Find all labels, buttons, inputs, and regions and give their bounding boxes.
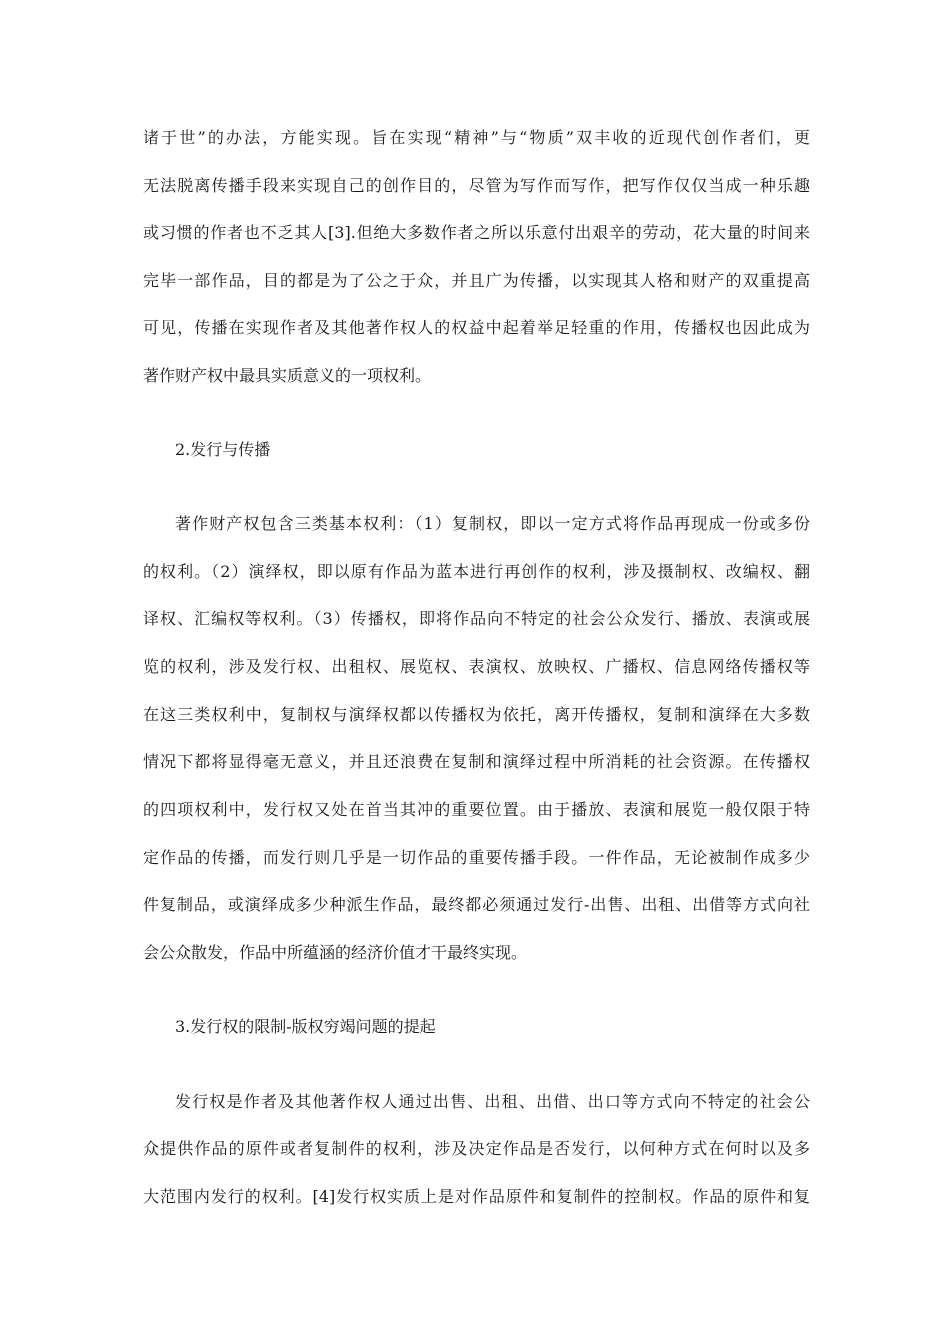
paragraph-2-line-9: 件复制品，或演绎成多少种派生作品，最终都必须通过发行-出售、出租、出借等方式向社 bbox=[143, 895, 810, 914]
paragraph-2-line-1: 著作财产权包含三类基本权利：（1）复制权，即以一定方式将作品再现成一份或多份 bbox=[175, 514, 810, 533]
section-heading-2: 2.发行与传播 bbox=[175, 440, 271, 459]
paragraph-1-line-4: 完毕一部作品，目的都是为了公之于众，并且广为传播，以实现其人格和财产的双重提高 bbox=[143, 271, 810, 290]
paragraph-1-line-5: 可见，传播在实现作者及其他著作权人的权益中起着举足轻重的作用，传播权也因此成为 bbox=[143, 318, 810, 337]
paragraph-3-line-1: 发行权是作者及其他著作权人通过出售、出租、出借、出口等方式向不特定的社会公 bbox=[175, 1092, 810, 1111]
section-heading-3: 3.发行权的限制-版权穷竭问题的提起 bbox=[175, 1017, 436, 1036]
paragraph-2-line-7: 的四项权利中，发行权又处在首当其冲的重要位置。由于播放、表演和展览一般仅限于特 bbox=[143, 800, 810, 819]
paragraph-2-line-8: 定作品的传播，而发行则几乎是一切作品的重要传播手段。一件作品，无论被制作成多少 bbox=[143, 848, 810, 867]
paragraph-1-line-3: 或习惯的作者也不乏其人[3].但绝大多数作者之所以乐意付出艰辛的劳动，花大量的时间来 bbox=[143, 223, 810, 242]
paragraph-2-line-3: 译权、汇编权等权利。（3）传播权，即将作品向不特定的社会公众发行、播放、表演或展 bbox=[143, 609, 810, 628]
paragraph-1-line-1: 诸于世”的办法，方能实现。旨在实现“精神”与“物质”双丰收的近现代创作者们，更 bbox=[143, 128, 810, 147]
paragraph-2-line-5: 在这三类权利中，复制权与演绎权都以传播权为依托，离开传播权，复制和演绎在大多数 bbox=[143, 705, 810, 724]
paragraph-3-line-2: 众提供作品的原件或者复制件的权利，涉及决定作品是否发行，以何种方式在何时以及多 bbox=[143, 1139, 810, 1158]
paragraph-2-line-2: 的权利。（2）演绎权，即以原有作品为蓝本进行再创作的权利，涉及摄制权、改编权、翻 bbox=[143, 562, 810, 581]
paragraph-2-line-6: 情况下都将显得毫无意义，并且还浪费在复制和演绎过程中所消耗的社会资源。在传播权 bbox=[143, 752, 810, 771]
paragraph-3-line-3: 大范围内发行的权利。[4]发行权实质上是对作品原件和复制件的控制权。作品的原件和复 bbox=[143, 1187, 810, 1206]
paragraph-2-line-10: 会公众散发，作品中所蕴涵的经济价值才干最终实现。 bbox=[143, 943, 528, 962]
paragraph-2-line-4: 览的权利，涉及发行权、出租权、展览权、表演权、放映权、广播权、信息网络传播权等 bbox=[143, 657, 810, 676]
paragraph-1-line-6: 著作财产权中最具实质意义的一项权利。 bbox=[143, 366, 432, 385]
paragraph-1-line-2: 无法脱离传播手段来实现自己的创作目的，尽管为写作而写作，把写作仅仅当成一种乐趣 bbox=[143, 176, 810, 195]
